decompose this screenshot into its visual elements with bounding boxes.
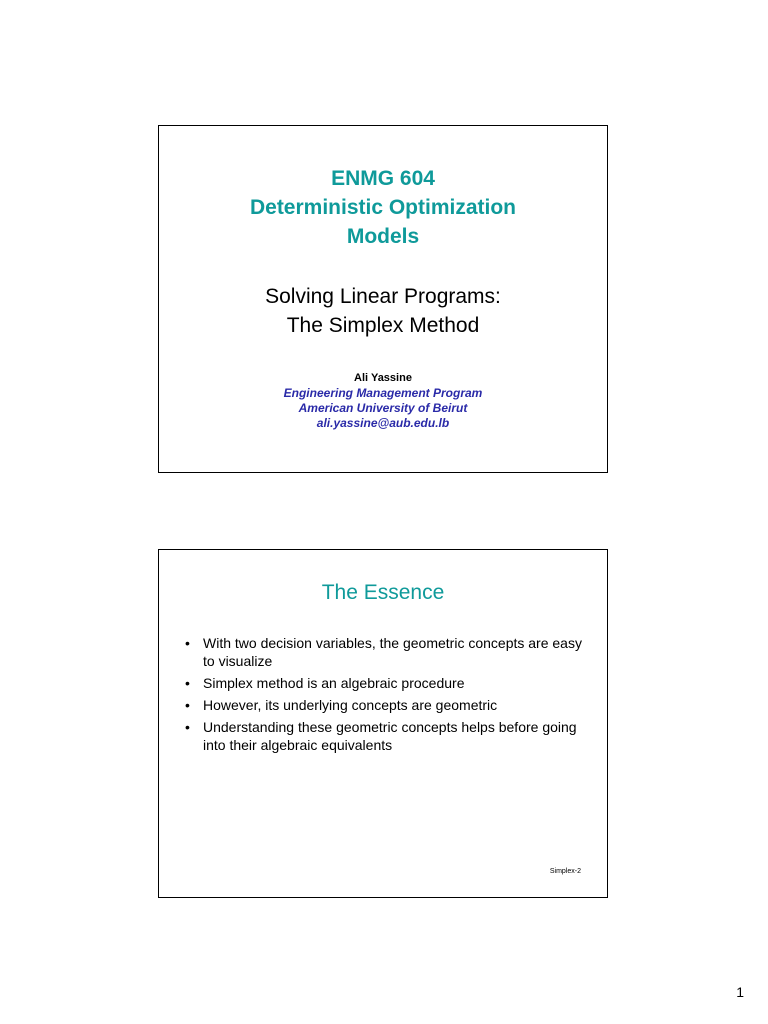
author-email: ali.yassine@aub.edu.lb: [316, 416, 450, 430]
bullet-text: Understanding these geometric concepts helps before going into their algebraic equivalents: [203, 719, 577, 753]
affiliation-university: American University of Beirut: [298, 401, 468, 415]
slide-1-title: [159, 164, 607, 251]
course-name-line-2: Models: [346, 225, 420, 248]
bullet-text: However, its underlying concepts are geometric: [203, 697, 498, 713]
course-name-line-1: Deterministic Optimization: [249, 196, 517, 219]
bullet-text: With two decision variables, the geometric concepts are easy to visualize: [203, 635, 582, 669]
bullet-text: Simplex method is an algebraic procedure: [203, 675, 465, 691]
bullet-item: [183, 718, 583, 754]
bullet-dot-icon: •: [185, 697, 190, 713]
bullet-item: [183, 696, 583, 714]
course-code: ENMG 604: [331, 167, 435, 190]
bullet-list: [183, 634, 583, 758]
page-number: 1: [736, 984, 744, 1000]
slide-label: Simplex-2: [549, 868, 581, 875]
bullet-item: [183, 634, 583, 670]
bullet-dot-icon: •: [185, 675, 190, 691]
bullet-item: [183, 674, 583, 692]
slide-1-subtitle: [159, 282, 607, 340]
bullet-dot-icon: •: [185, 635, 190, 651]
slide-1: [158, 125, 608, 473]
subtitle-line-1: Solving Linear Programs:: [265, 285, 501, 308]
slide-2: [158, 549, 608, 898]
bullet-dot-icon: •: [185, 719, 190, 735]
affiliation-program: Engineering Management Program: [283, 386, 483, 400]
subtitle-line-2: The Simplex Method: [286, 314, 480, 337]
author-name: Ali Yassine: [354, 372, 412, 384]
author-affiliation: [159, 386, 607, 431]
slide-2-title: The Essence: [321, 581, 445, 604]
